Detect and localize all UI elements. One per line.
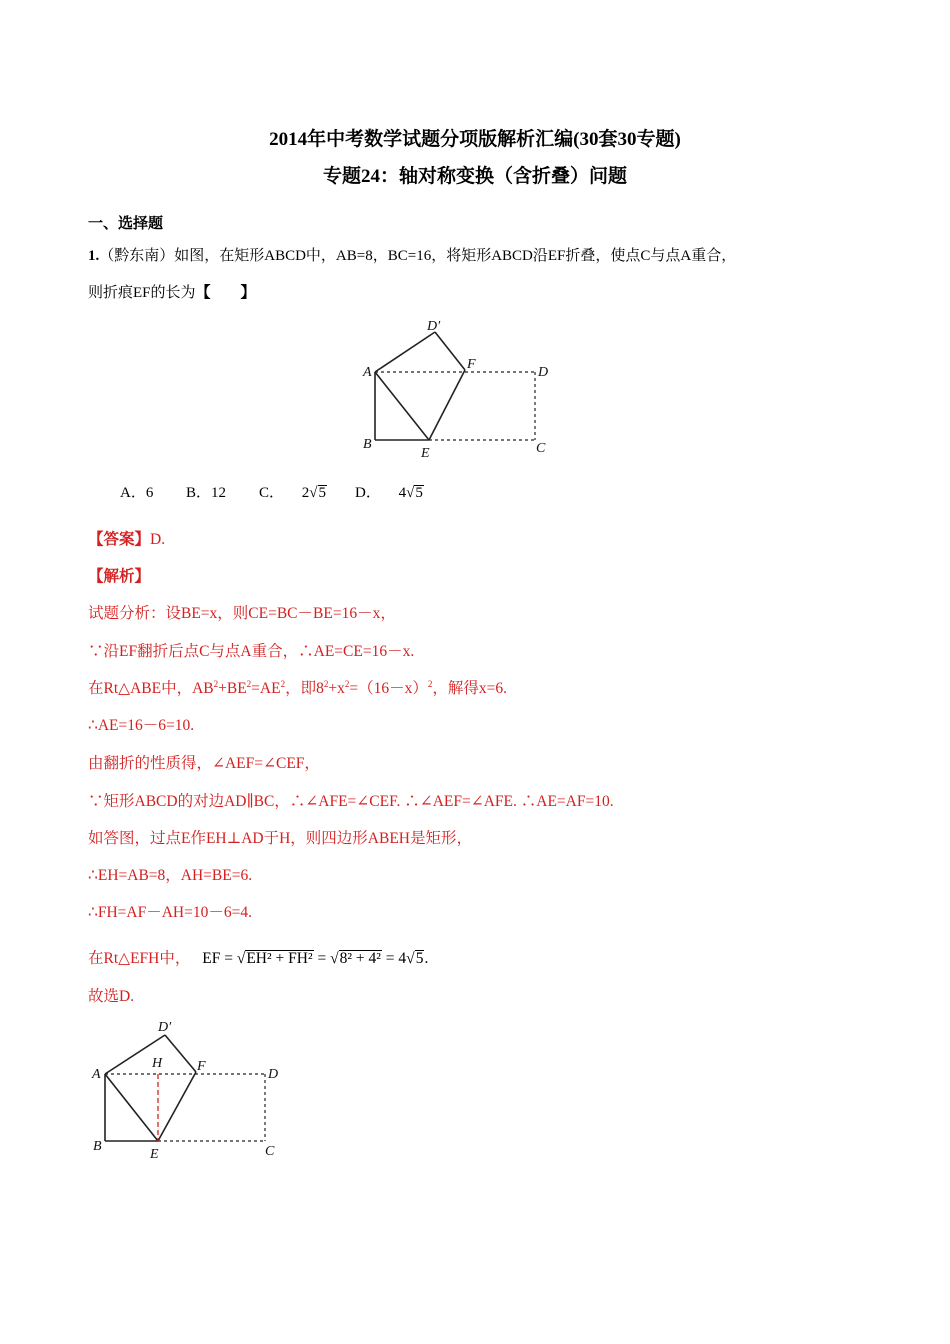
analysis-line-2: ∵沿EF翻折后点C与点A重合，∴AE=CE=16－x.: [88, 643, 415, 660]
line3-part-a: 在Rt△ABE中，AB: [88, 680, 214, 697]
analysis-line-7: 如答图，过点E作EH⊥AD于H，则四边形ABEH是矩形，: [88, 830, 472, 847]
analysis-label: 【解析】: [88, 568, 151, 585]
fig1-label-c: C: [536, 441, 546, 456]
fig2-label-f: F: [197, 1059, 206, 1074]
line3-sup-5: 2: [344, 679, 350, 689]
fig1-label-f: F: [467, 357, 476, 372]
line10-prefix: 在Rt△EFH中，: [88, 950, 191, 967]
fig1-label-a: A: [363, 365, 372, 380]
analysis-line-8: ∴EH=AB=8，AH=BE=6.: [88, 867, 253, 884]
fig1-label-e: E: [421, 446, 430, 461]
answer-line: [88, 527, 165, 549]
line3-part-f: =（16－x）: [349, 680, 428, 697]
fig1-edge-ae: [375, 372, 429, 440]
analysis-line-6: ∵矩形ABCD的对边AD∥BC，∴∠AFE=∠CEF. ∴∠AEF=∠AFE. ∴AE=AF=10.: [88, 793, 614, 810]
fig2-label-b: B: [93, 1139, 102, 1154]
fig1-edge-ad-prime: [375, 332, 435, 372]
fig2-label-c: C: [265, 1144, 275, 1159]
choice-c-coef: 2: [301, 485, 310, 501]
line3-part-d: ，即8: [285, 680, 324, 697]
analysis-line-9: ∴FH=AF－AH=10－6=4.: [88, 904, 252, 921]
page-subtitle: 专题24：轴对称变换（含折叠）问题: [322, 166, 627, 187]
choice-d-radicand: 5: [415, 485, 423, 501]
fig1-label-b: B: [363, 437, 372, 452]
fig2-label-h: H: [152, 1056, 163, 1071]
answer-bracket: 【 】: [195, 285, 256, 301]
line3-part-c: =AE: [251, 680, 281, 697]
choice-c-radicand: 5: [318, 485, 326, 501]
choice-d: D． 4√5: [355, 485, 423, 501]
analysis-line-5: 由翻折的性质得，∠AEF=∠CEF，: [88, 755, 320, 772]
fig1-label-d: D: [538, 365, 549, 380]
question-line-2: [88, 283, 256, 303]
formula-eq-1: =: [313, 950, 331, 967]
question-text-1: （黔东南）如图，在矩形ABCD中，AB=8，BC=16，将矩形ABCD沿EF折叠，使点C与点A重合，: [99, 248, 737, 264]
line3-part-b: +BE: [218, 680, 247, 697]
choice-d-label: D．: [355, 485, 381, 501]
choice-b: B．12: [186, 485, 227, 501]
analysis-line-11: 故选D.: [88, 988, 135, 1005]
fig2-edge-ef: [158, 1072, 196, 1141]
analysis-line-10: [88, 946, 428, 968]
formula-radicand-1: EH² + FH²: [246, 950, 313, 967]
fig2-label-d: D: [268, 1067, 279, 1082]
section-heading: 一、选择题: [88, 216, 164, 232]
formula-radicand-2: 8² + 4²: [339, 950, 381, 967]
choice-d-coef: 4: [398, 485, 407, 501]
line3-sup-2: 2: [246, 679, 252, 689]
question-line-1: [88, 246, 736, 266]
line3-sup-6: 2: [427, 679, 433, 689]
fig2-label-d-prime: D′: [158, 1020, 172, 1035]
analysis-line-3: [88, 676, 507, 698]
fig2-edge-d-prime-f: [165, 1035, 196, 1072]
page-title: 2014年中考数学试题分项版解析汇编(30套30专题): [269, 129, 681, 150]
line3-sup-3: 2: [280, 679, 286, 689]
choice-c-label: C．: [259, 485, 285, 501]
line3-part-g: ，解得x=6.: [432, 680, 507, 697]
answer-value: D.: [150, 531, 166, 548]
line3-part-e: +x: [328, 680, 345, 697]
formula-ef: EF = √EH² + FH² = √8² + 4² = 4√5.: [202, 950, 429, 967]
analysis-line-4: ∴AE=16－6=10.: [88, 717, 195, 734]
fig1-edge-d-prime-f: [435, 332, 465, 370]
formula-eq-2: = 4: [381, 950, 407, 967]
choice-a: A．6: [120, 485, 154, 501]
formula-end: .: [424, 950, 429, 967]
analysis-line-1: 试题分析：设BE=x，则CE=BC－BE=16－x，: [88, 605, 396, 622]
answer-figure: [88, 1014, 288, 1164]
fig1-edge-ef: [429, 370, 465, 440]
choice-c: C． 2√5: [259, 485, 326, 501]
fig2-label-e: E: [150, 1147, 159, 1162]
fig2-edge-ae: [105, 1074, 158, 1141]
line3-sup-1: 2: [213, 679, 219, 689]
question-figure: [355, 312, 570, 462]
answer-label: 【答案】: [88, 531, 151, 548]
question-text-2: 则折痕EF的长为: [88, 285, 196, 301]
formula-ef-label: EF =: [202, 950, 237, 967]
formula-radicand-3: 5: [415, 950, 424, 967]
fig1-label-d-prime: D′: [427, 319, 441, 334]
line3-sup-4: 2: [323, 679, 329, 689]
question-number: 1.: [88, 248, 100, 264]
fig2-label-a: A: [92, 1067, 101, 1082]
